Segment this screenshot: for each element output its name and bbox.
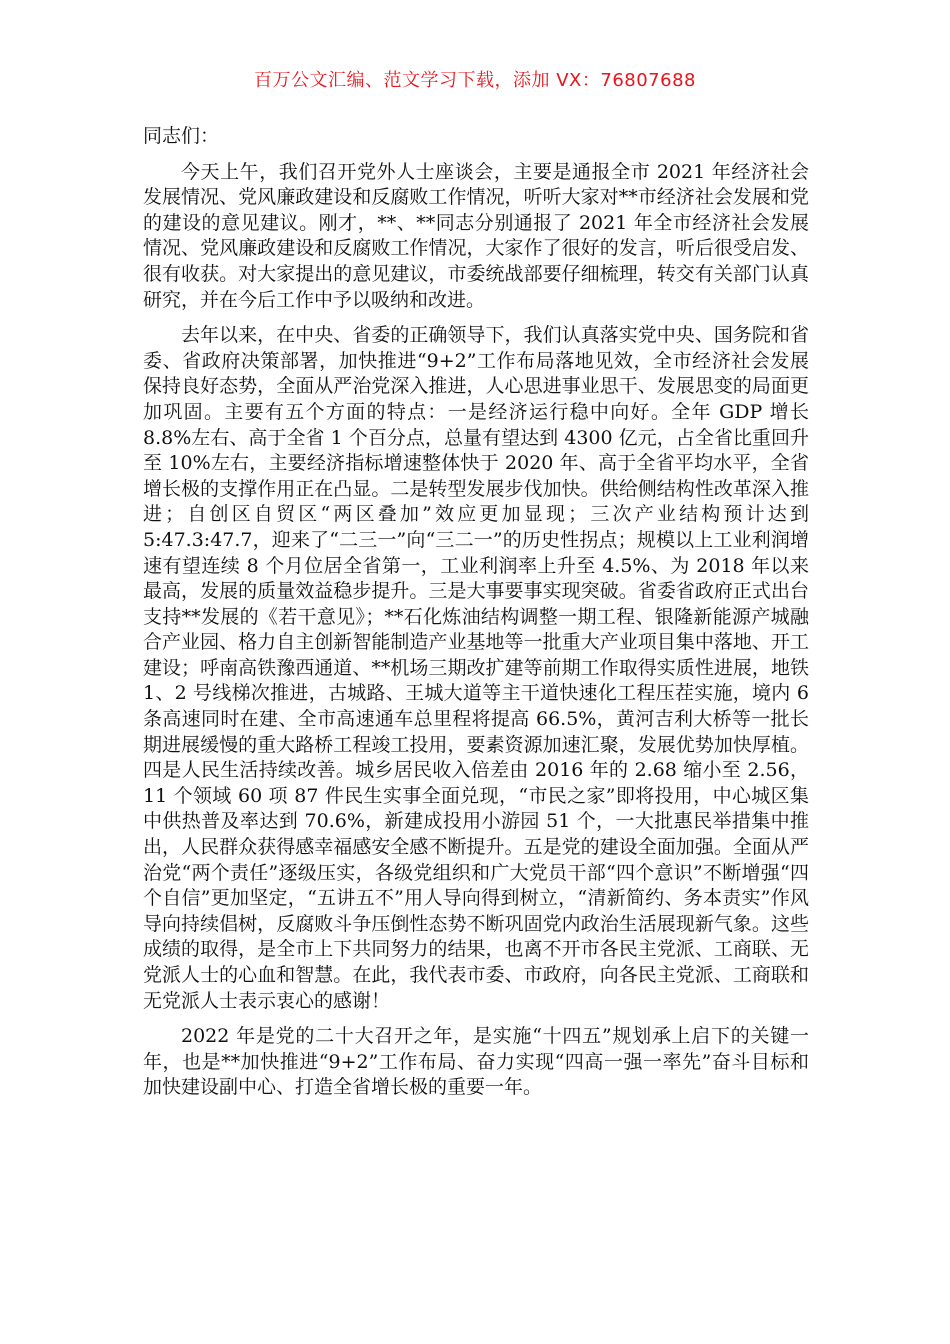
watermark-header: 百万公文汇编、范文学习下载，添加 VX：76807688 xyxy=(254,70,696,91)
paragraph-intro: 今天上午，我们召开党外人士座谈会，主要是通报全市 2021 年经济社会发展情况、党风廉政建设和反腐败工作情况，听听大家对**市经济社会发展和党的建设的意见建议。刚才，**、**同志分别通报了 2021 年全市经济社会发展情况、党风廉政建设和反腐败工作情况，大家作了很好的发言，听后很受启发、很有收获。对大家提出的意见建议，市委统战部要仔细梳理，转交有关部门认真研究，并在今后工作中予以吸纳和改进。 xyxy=(143,160,809,311)
paragraph-achievements: 去年以来，在中央、省委的正确领导下，我们认真落实党中央、国务院和省委、省政府决策部署，加快推进“9+2”工作布局落地见效，全市经济社会发展保持良好态势，全面从严治党深入推进，人心思进事业思干、发展思变的局面更加巩固。主要有五个方面的特点：一是经济运行稳中向好。全年 GDP 增长 8.8%左右、高于全省 1 个百分点，总量有望达到 4300 亿元，占全省比重回升至 10%左右，主要经济指标增速整体快于 2020 年、高于全省平均水平，全省增长极的支撑作用正在凸显。二是转型发展步伐加快。供给侧结构性改革深入推进；自创区自贸区“两区叠加”效应更加显现；三次产业结构预计达到 5:47.3:47.7，迎来了“二三一”向“三二一”的历史性拐点；规模以上工业利润增速有望连续 8 个月位居全省第一，工业利润率上升至 4.5%、为 2018 年以来最高，发展的质量效益稳步提升。三是大事要事实现突破。省委省政府正式出台支持**发展的《若干意见》；**石化炼油结构调整一期工程、银隆新能源产城融合产业园、格力自主创新智能制造产业基地等一批重大产业项目集中落地、开工建设；呼南高铁豫西通道、**机场三期改扩建等前期工作取得实质性进展，地铁 1、2 号线梯次推进，古城路、王城大道等主干道快速化工程压茬实施，境内 6 条高速同时在建、全市高速通车总里程将提高 66.5%，黄河吉利大桥等一批长期进展缓慢的重大路桥工程竣工投用，要素资源加速汇聚，发展优势加快厚植。四是人民生活持续改善。城乡居民收入倍差由 2016 年的 2.68 缩小至 2.56，11 个领域 60 项 87 件民生实事全面兑现，“市民之家”即将投用，中心城区集中供热普及率达到 70.6%，新建成投用小游园 51 个，一大批惠民举措集中推出，人民群众获得感幸福感安全感不断提升。五是党的建设全面加强。全面从严治党“两个责任”逐级压实，各级党组织和广大党员干部“四个意识”不断增强“四个自信”更加坚定，“五讲五不”用人导向得到树立，“清新简约、务本责实”作风导向持续倡树，反腐败斗争压倒性态势不断巩固党内政治生活展现新气象。这些成绩的取得，是全市上下共同努力的结果，也离不开市各民主党派、工商联、无党派人士的心血和智慧。在此，我代表市委、市政府，向各民主党派、工商联和无党派人士表示衷心的感谢！ xyxy=(143,324,809,1012)
document-body xyxy=(143,124,809,1111)
salutation: 同志们： xyxy=(143,125,220,147)
paragraph-outlook: 2022 年是党的二十大召开之年，是实施“十四五”规划承上启下的关键一年，也是**加快推进“9+2”工作布局、奋力实现“四高一强一率先”奋斗目标和加快建设副中心、打造全省增长极的重要一年。 xyxy=(143,1025,809,1099)
